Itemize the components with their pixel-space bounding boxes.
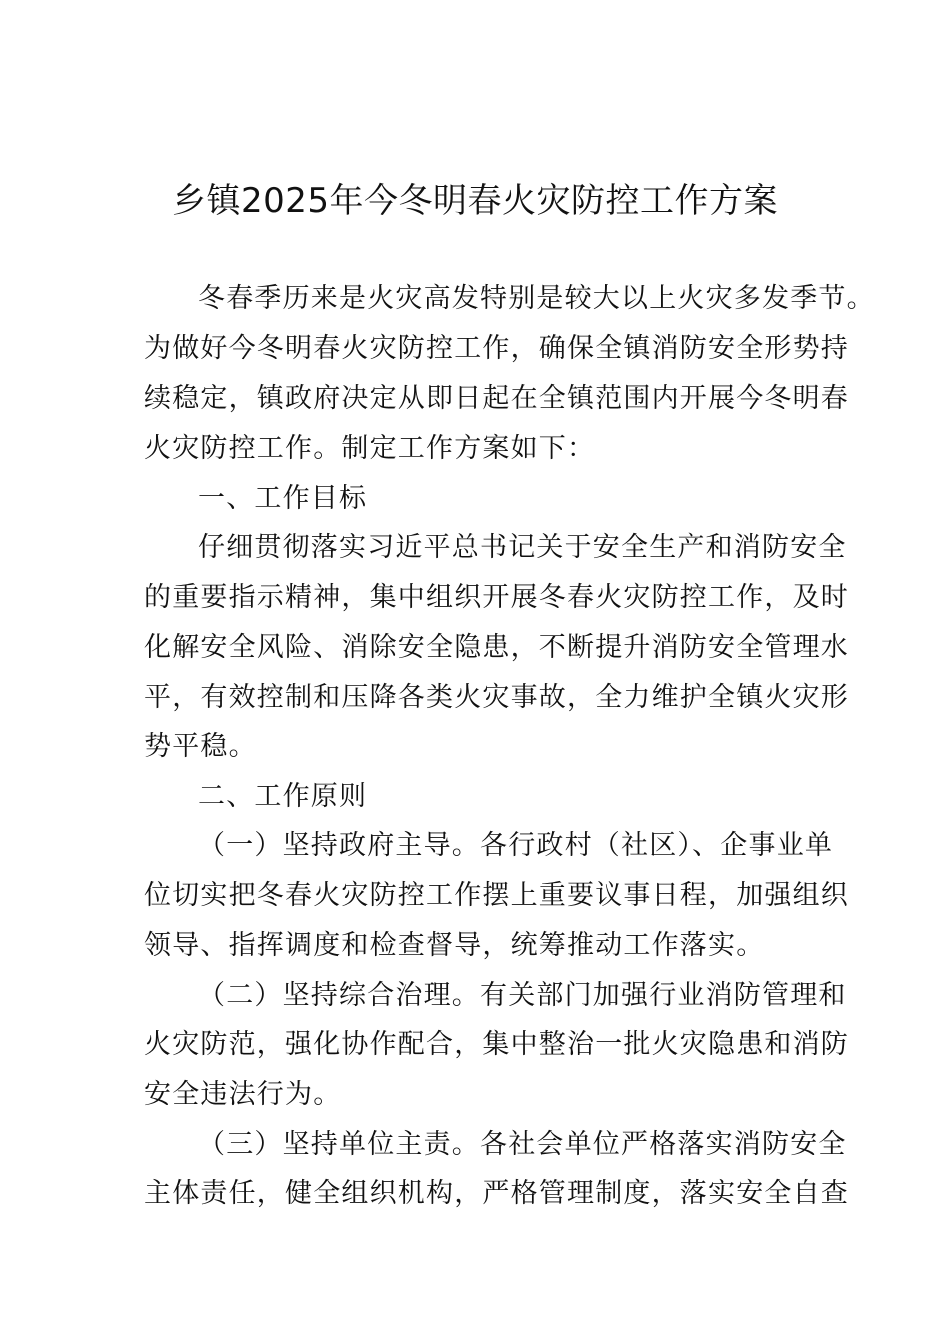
body-line-4: 火灾防控工作。制定工作方案如下：	[144, 433, 596, 464]
body-line-3: 续稳定，镇政府决定从即日起在全镇范围内开展今冬明春	[144, 383, 849, 414]
section-heading-2: 二、工作原则	[198, 781, 368, 812]
body-line-19: 主体责任，健全组织机构，严格管理制度，落实安全自查	[144, 1178, 849, 1209]
section-heading-1: 一、工作目标	[198, 483, 368, 514]
body-line-16: 火灾防范，强化协作配合，集中整治一批火灾隐患和消防	[144, 1029, 849, 1060]
body-line-8: 化解安全风险、消除安全隐患，不断提升消防安全管理水	[144, 632, 849, 663]
body-line-2: 为做好今冬明春火灾防控工作，确保全镇消防安全形势持	[144, 333, 849, 364]
body-line-7: 的重要指示精神，集中组织开展冬春火灾防控工作，及时	[144, 582, 849, 613]
body-line-15: （二）坚持综合治理。有关部门加强行业消防管理和	[198, 980, 847, 1011]
body-line-14: 领导、指挥调度和检查督导，统筹推动工作落实。	[144, 930, 765, 961]
body-line-1: 冬春季历来是火灾高发特别是较大以上火灾多发季节。	[198, 283, 875, 314]
body-line-6: 仔细贯彻落实习近平总书记关于安全生产和消防安全	[198, 532, 847, 563]
body-line-13: 位切实把冬春火灾防控工作摆上重要议事日程，加强组织	[144, 880, 849, 911]
body-line-9: 平，有效控制和压降各类火灾事故，全力维护全镇火灾形	[144, 682, 849, 713]
body-line-18: （三）坚持单位主责。各社会单位严格落实消防安全	[198, 1129, 847, 1160]
document-title: 乡镇2025年今冬明春火灾防控工作方案	[171, 181, 779, 221]
body-line-12: （一）坚持政府主导。各行政村（社区）、企事业单	[198, 830, 834, 861]
body-line-10: 势平稳。	[144, 731, 257, 762]
body-line-17: 安全违法行为。	[144, 1079, 342, 1110]
